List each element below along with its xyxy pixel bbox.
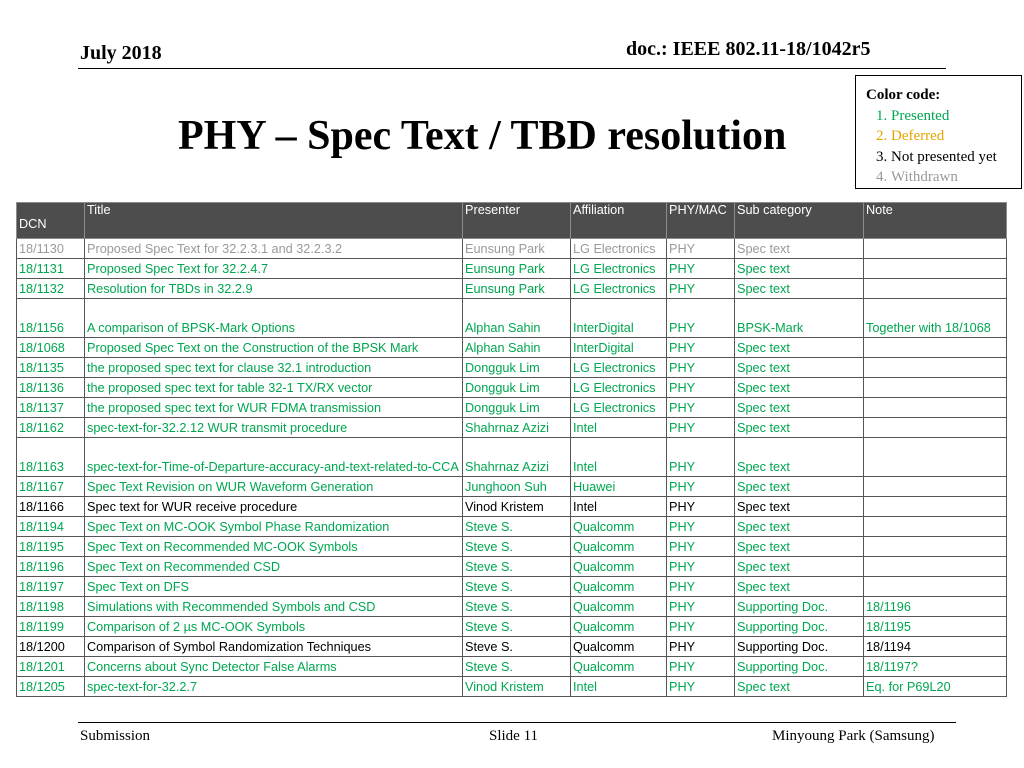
- cell-note: 18/1197?: [864, 657, 1007, 677]
- table-row: [17, 259, 1007, 279]
- header-divider: [78, 68, 946, 69]
- legend-withdrawn: 4. Withdrawn: [891, 167, 1013, 188]
- cell-affiliation: LG Electronics: [571, 239, 667, 259]
- cell-title: Comparison of 2 µs MC-OOK Symbols: [85, 617, 463, 637]
- cell-sub-category: Spec text: [735, 557, 864, 577]
- cell-dcn: 18/1068: [17, 338, 85, 358]
- cell-sub-category: Spec text: [735, 677, 864, 697]
- col-header-presenter: Presenter: [463, 203, 571, 239]
- cell-note: [864, 557, 1007, 577]
- cell-affiliation: InterDigital: [571, 299, 667, 338]
- cell-title: Spec Text Revision on WUR Waveform Generation: [85, 477, 463, 497]
- cell-phy-mac: PHY: [667, 279, 735, 299]
- cell-phy-mac: PHY: [667, 338, 735, 358]
- table-row: [17, 497, 1007, 517]
- cell-dcn: 18/1166: [17, 497, 85, 517]
- cell-sub-category: BPSK-Mark: [735, 299, 864, 338]
- color-code-legend: [855, 75, 1022, 189]
- cell-presenter: Steve S.: [463, 597, 571, 617]
- footer-divider: [78, 722, 956, 723]
- cell-phy-mac: PHY: [667, 557, 735, 577]
- table-row: [17, 358, 1007, 378]
- dcn-table: [16, 202, 1007, 697]
- cell-note: Together with 18/1068: [864, 299, 1007, 338]
- cell-dcn: 18/1156: [17, 299, 85, 338]
- cell-dcn: 18/1167: [17, 477, 85, 497]
- col-header-phy-mac: PHY/MAC: [667, 203, 735, 239]
- cell-sub-category: Spec text: [735, 398, 864, 418]
- cell-title: spec-text-for-32.2.12 WUR transmit procedure: [85, 418, 463, 438]
- cell-dcn: 18/1130: [17, 239, 85, 259]
- cell-title: Comparison of Symbol Randomization Techniques: [85, 637, 463, 657]
- cell-affiliation: Qualcomm: [571, 637, 667, 657]
- cell-sub-category: Spec text: [735, 279, 864, 299]
- cell-note: 18/1194: [864, 637, 1007, 657]
- cell-affiliation: Intel: [571, 438, 667, 477]
- cell-sub-category: Spec text: [735, 577, 864, 597]
- footer-submission: Submission: [80, 728, 151, 744]
- cell-phy-mac: PHY: [667, 497, 735, 517]
- cell-dcn: 18/1194: [17, 517, 85, 537]
- cell-title: Proposed Spec Text for 32.2.4.7: [85, 259, 463, 279]
- cell-note: 18/1195: [864, 617, 1007, 637]
- table-row: [17, 477, 1007, 497]
- cell-dcn: 18/1198: [17, 597, 85, 617]
- cell-presenter: Junghoon Suh: [463, 477, 571, 497]
- cell-title: the proposed spec text for WUR FDMA transmission: [85, 398, 463, 418]
- cell-presenter: Vinod Kristem: [463, 677, 571, 697]
- cell-phy-mac: PHY: [667, 577, 735, 597]
- cell-sub-category: Spec text: [735, 418, 864, 438]
- cell-title: spec-text-for-32.2.7: [85, 677, 463, 697]
- color-code-title: Color code:: [866, 87, 941, 103]
- cell-dcn: 18/1136: [17, 378, 85, 398]
- cell-note: Eq. for P69L20: [864, 677, 1007, 697]
- cell-affiliation: Qualcomm: [571, 537, 667, 557]
- cell-phy-mac: PHY: [667, 239, 735, 259]
- cell-presenter: Dongguk Lim: [463, 358, 571, 378]
- cell-sub-category: Supporting Doc.: [735, 657, 864, 677]
- footer-slide-number: Slide 11: [489, 728, 539, 744]
- cell-affiliation: InterDigital: [571, 338, 667, 358]
- cell-presenter: Shahrnaz Azizi: [463, 418, 571, 438]
- legend-not-presented: 3. Not presented yet: [891, 147, 1013, 168]
- col-header-note: Note: [864, 203, 1007, 239]
- cell-note: [864, 239, 1007, 259]
- cell-dcn: 18/1135: [17, 358, 85, 378]
- cell-phy-mac: PHY: [667, 438, 735, 477]
- cell-phy-mac: PHY: [667, 637, 735, 657]
- cell-presenter: Dongguk Lim: [463, 398, 571, 418]
- table-row: [17, 517, 1007, 537]
- cell-dcn: 18/1197: [17, 577, 85, 597]
- col-header-affiliation: Affiliation: [571, 203, 667, 239]
- header-date: July 2018: [80, 42, 162, 64]
- footer-author: Minyoung Park (Samsung): [772, 728, 935, 744]
- cell-affiliation: Intel: [571, 677, 667, 697]
- cell-affiliation: LG Electronics: [571, 398, 667, 418]
- cell-note: [864, 338, 1007, 358]
- cell-sub-category: Spec text: [735, 259, 864, 279]
- cell-title: Spec Text on Recommended MC-OOK Symbols: [85, 537, 463, 557]
- cell-title: Simulations with Recommended Symbols and CSD: [85, 597, 463, 617]
- cell-presenter: Steve S.: [463, 517, 571, 537]
- cell-presenter: Steve S.: [463, 637, 571, 657]
- cell-presenter: Alphan Sahin: [463, 338, 571, 358]
- cell-title: Spec Text on DFS: [85, 577, 463, 597]
- cell-presenter: Steve S.: [463, 577, 571, 597]
- cell-affiliation: LG Electronics: [571, 279, 667, 299]
- table-row: [17, 637, 1007, 657]
- cell-note: 18/1196: [864, 597, 1007, 617]
- cell-note: [864, 259, 1007, 279]
- cell-dcn: 18/1196: [17, 557, 85, 577]
- cell-affiliation: LG Electronics: [571, 358, 667, 378]
- cell-dcn: 18/1195: [17, 537, 85, 557]
- cell-affiliation: Qualcomm: [571, 597, 667, 617]
- cell-presenter: Dongguk Lim: [463, 378, 571, 398]
- cell-dcn: 18/1137: [17, 398, 85, 418]
- cell-affiliation: Intel: [571, 418, 667, 438]
- cell-title: Spec Text on Recommended CSD: [85, 557, 463, 577]
- cell-affiliation: Qualcomm: [571, 617, 667, 637]
- cell-sub-category: Supporting Doc.: [735, 617, 864, 637]
- cell-dcn: 18/1199: [17, 617, 85, 637]
- cell-affiliation: Qualcomm: [571, 577, 667, 597]
- cell-sub-category: Supporting Doc.: [735, 597, 864, 617]
- cell-note: [864, 477, 1007, 497]
- cell-note: [864, 537, 1007, 557]
- cell-affiliation: Qualcomm: [571, 517, 667, 537]
- cell-note: [864, 517, 1007, 537]
- cell-dcn: 18/1205: [17, 677, 85, 697]
- cell-phy-mac: PHY: [667, 617, 735, 637]
- cell-phy-mac: PHY: [667, 378, 735, 398]
- table-row: [17, 597, 1007, 617]
- cell-presenter: Steve S.: [463, 657, 571, 677]
- cell-sub-category: Spec text: [735, 537, 864, 557]
- legend-deferred: 2. Deferred: [891, 126, 1013, 147]
- cell-title: Resolution for TBDs in 32.2.9: [85, 279, 463, 299]
- cell-phy-mac: PHY: [667, 418, 735, 438]
- cell-sub-category: Spec text: [735, 438, 864, 477]
- table-row: [17, 378, 1007, 398]
- cell-note: [864, 358, 1007, 378]
- cell-presenter: Steve S.: [463, 537, 571, 557]
- legend-presented: 1. Presented: [891, 106, 1013, 127]
- cell-note: [864, 398, 1007, 418]
- table-row: [17, 398, 1007, 418]
- table-row: [17, 657, 1007, 677]
- cell-phy-mac: PHY: [667, 517, 735, 537]
- cell-title: Proposed Spec Text for 32.2.3.1 and 32.2.3.2: [85, 239, 463, 259]
- cell-presenter: Eunsung Park: [463, 259, 571, 279]
- cell-title: the proposed spec text for clause 32.1 introduction: [85, 358, 463, 378]
- table-row: [17, 418, 1007, 438]
- cell-note: [864, 497, 1007, 517]
- cell-dcn: 18/1132: [17, 279, 85, 299]
- cell-phy-mac: PHY: [667, 358, 735, 378]
- table-row: [17, 438, 1007, 477]
- cell-sub-category: Spec text: [735, 239, 864, 259]
- cell-affiliation: Intel: [571, 497, 667, 517]
- table-row: [17, 239, 1007, 259]
- table-row: [17, 677, 1007, 697]
- cell-dcn: 18/1162: [17, 418, 85, 438]
- cell-title: the proposed spec text for table 32-1 TX/RX vector: [85, 378, 463, 398]
- cell-affiliation: LG Electronics: [571, 378, 667, 398]
- color-code-list: [866, 106, 1013, 188]
- table-row: [17, 557, 1007, 577]
- cell-note: [864, 577, 1007, 597]
- cell-affiliation: LG Electronics: [571, 259, 667, 279]
- cell-sub-category: Spec text: [735, 517, 864, 537]
- table-header-row: [17, 203, 1007, 239]
- cell-presenter: Eunsung Park: [463, 239, 571, 259]
- cell-title: spec-text-for-Time-of-Departure-accuracy-and-text-related-to-CCA: [85, 438, 463, 477]
- col-header-dcn: DCN: [17, 203, 85, 239]
- cell-dcn: 18/1200: [17, 637, 85, 657]
- table-row: [17, 577, 1007, 597]
- cell-phy-mac: PHY: [667, 537, 735, 557]
- table-row: [17, 279, 1007, 299]
- cell-dcn: 18/1163: [17, 438, 85, 477]
- cell-phy-mac: PHY: [667, 259, 735, 279]
- cell-note: [864, 438, 1007, 477]
- cell-phy-mac: PHY: [667, 299, 735, 338]
- cell-presenter: Alphan Sahin: [463, 299, 571, 338]
- cell-sub-category: Supporting Doc.: [735, 637, 864, 657]
- col-header-title: Title: [85, 203, 463, 239]
- table-row: [17, 338, 1007, 358]
- cell-note: [864, 378, 1007, 398]
- cell-phy-mac: PHY: [667, 597, 735, 617]
- cell-presenter: Steve S.: [463, 617, 571, 637]
- cell-title: Proposed Spec Text on the Construction of the BPSK Mark: [85, 338, 463, 358]
- cell-title: Spec Text on MC-OOK Symbol Phase Randomization: [85, 517, 463, 537]
- cell-presenter: Eunsung Park: [463, 279, 571, 299]
- cell-sub-category: Spec text: [735, 358, 864, 378]
- cell-phy-mac: PHY: [667, 677, 735, 697]
- cell-presenter: Vinod Kristem: [463, 497, 571, 517]
- cell-title: Spec text for WUR receive procedure: [85, 497, 463, 517]
- cell-sub-category: Spec text: [735, 497, 864, 517]
- slide-title: PHY – Spec Text / TBD resolution: [178, 113, 787, 159]
- cell-note: [864, 279, 1007, 299]
- cell-affiliation: Huawei: [571, 477, 667, 497]
- cell-note: [864, 418, 1007, 438]
- cell-phy-mac: PHY: [667, 398, 735, 418]
- cell-phy-mac: PHY: [667, 657, 735, 677]
- table-row: [17, 617, 1007, 637]
- cell-title: Concerns about Sync Detector False Alarms: [85, 657, 463, 677]
- cell-phy-mac: PHY: [667, 477, 735, 497]
- cell-dcn: 18/1201: [17, 657, 85, 677]
- cell-sub-category: Spec text: [735, 378, 864, 398]
- col-header-sub-category: Sub category: [735, 203, 864, 239]
- cell-sub-category: Spec text: [735, 477, 864, 497]
- cell-presenter: Shahrnaz Azizi: [463, 438, 571, 477]
- table-body: [17, 239, 1007, 697]
- cell-affiliation: Qualcomm: [571, 557, 667, 577]
- header-doc-id: doc.: IEEE 802.11-18/1042r5: [626, 38, 871, 60]
- cell-affiliation: Qualcomm: [571, 657, 667, 677]
- cell-dcn: 18/1131: [17, 259, 85, 279]
- table-row: [17, 537, 1007, 557]
- cell-sub-category: Spec text: [735, 338, 864, 358]
- cell-presenter: Steve S.: [463, 557, 571, 577]
- cell-title: A comparison of BPSK-Mark Options: [85, 299, 463, 338]
- table-row: [17, 299, 1007, 338]
